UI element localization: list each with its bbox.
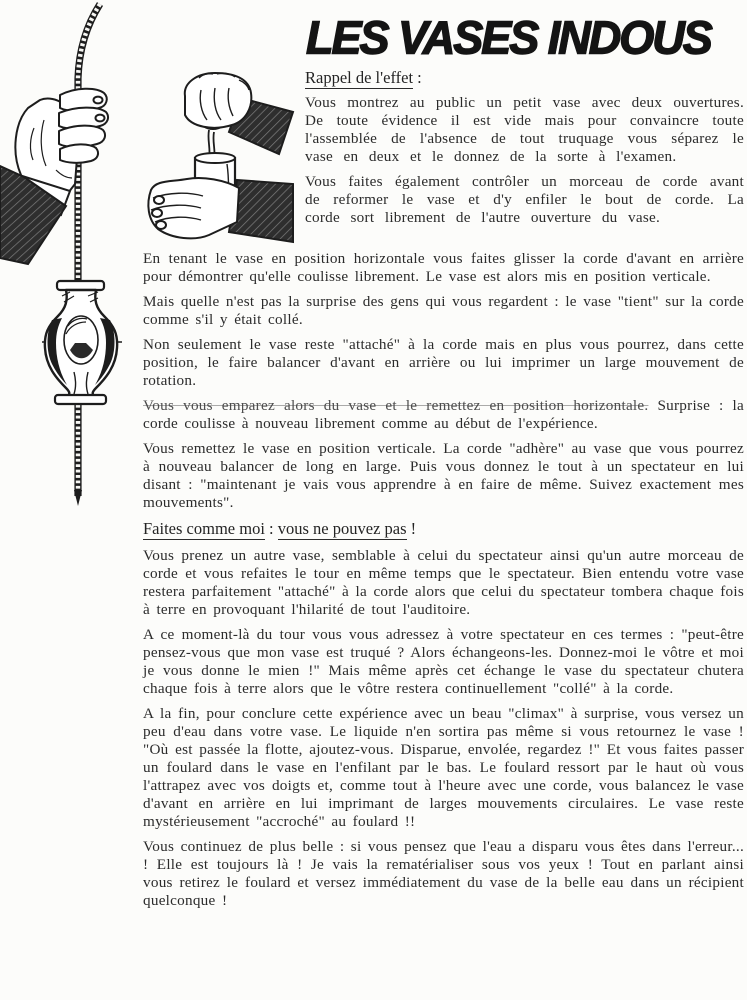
section-heading-rappel (305, 68, 744, 88)
hand-rope-vase-illustration (0, 0, 140, 510)
paragraph: En tenant le vase en position horizontale vous faites glisser la corde d'avant en arrière pour démontrer qu'elle coulisse librement. Le vase est alors mis en position verticale. (143, 250, 744, 286)
intro-text (305, 66, 744, 234)
heading-underlined-text: Rappel de l'effet (305, 68, 414, 88)
upper-hand (185, 73, 252, 128)
paragraph: A ce moment-là du tour vous vous adressez à votre spectateur en ces termes : "peut-être pensez-vous que mon vase est truqué ? Alors échangeons-les. Donnez-moi le vôtre et moi je vous donne le mien !" Mais même après cet échange le vase du spectateur chutera chaque fois à terre alors que le vôtre restera continuellement "collé" à la corde. (143, 626, 744, 698)
paragraph: A la fin, pour conclure cette expérience avec un beau "climax" à surprise, vous versez un peu d'eau dans votre vase. Le liquide n'en sortira pas même si vous retournez le vase ! "Où est passée la flotte, ajoutez-vous. Disparue, envolée, regardez !" Et vous faites passer un foulard dans le vase en l'enfilant par le bas. Le foulard ressort par le haut où vous l'attrapez avec vos doigts et, comme tout à l'heure avec une corde, vous balancez le vase d'avant en arrière en lui imprimant de larges mouvements circulaires. Le vase reste mystérieusement "accroché" au foulard !! (143, 705, 744, 831)
paragraph: Vous remettez le vase en position verticale. La corde "adhère" au vase que vous pourrez à nouveau balancer de long en large. Puis vous donnez le tout à un spectateur en lui disant : "maintenant je vais vous apprendre à en faire de même. Suivez exactement mes mouvements". (143, 440, 744, 512)
page-content (143, 0, 744, 917)
paragraph: Vous prenez un autre vase, semblable à celui du spectateur ainsi qu'un autre morceau de corde et vous refaites le tour en même temps que le spectateur. Bien entendu votre vase restera parfaitement "attaché" à la corde alors que celui du spectateur tombera chaque fois à terre en provoquant l'hilarité de tout l'auditoire. (143, 547, 744, 619)
paragraph-rest: Surprise : la corde coulisse à nouveau librement comme au début de l'expérience. (143, 397, 744, 433)
paragraph: Non seulement le vase reste "attaché" à la corde mais en plus vous pourrez, dans cette position, le faire balancer d'avant en arrière ou lui imprimer un large mouvement de rotation. (143, 336, 744, 390)
paragraph: Vous continuez de plus belle : si vous pensez que l'eau a disparu vous êtes dans l'erreur... ! Elle est toujours là ! Je vais la rematérialiser sous vos yeux ! Tout en parlant ainsi vous retirez le foulard et versez immédiatement du vase de la belle eau dans un récipient quelconque ! (143, 838, 744, 910)
paragraph: Vous faites également contrôler un morceau de corde avant de reformer le vase et d'y enfiler le bout de corde. La corde sort librement de l'autre ouverture du vase. (305, 173, 744, 227)
intro-section (143, 66, 744, 250)
paragraph: Mais quelle n'est pas la surprise des gens qui vous regardent : le vase "tient" sur la corde comme s'il y était collé. (143, 293, 744, 329)
vase (42, 281, 122, 404)
lower-hand (148, 178, 239, 238)
heading-suffix: : (413, 68, 422, 88)
heading-separator: : (264, 519, 278, 539)
heading-underlined-text: vous ne pouvez pas (277, 519, 407, 539)
pouring-water-illustration (143, 70, 295, 250)
page-title: LES VASES INDOUS (306, 10, 711, 64)
paragraph: Vous montrez au public un petit vase avec deux ouvertures. De toute évidence il est vide mais pour convaincre toute l'assemblée de l'absence de tout truquage vous séparez le vase en deux et le donnez de la sorte à l'examen. (305, 94, 744, 166)
paragraph-smudged (143, 397, 744, 433)
heading-underlined-text: Faites comme moi (143, 519, 265, 539)
rope (74, 4, 100, 506)
heading-suffix: ! (406, 519, 417, 539)
section-heading-faites-comme-moi (143, 519, 744, 539)
smudged-print-line: Vous vous emparez alors du vase et le remettez en position horizontale. (143, 397, 649, 415)
